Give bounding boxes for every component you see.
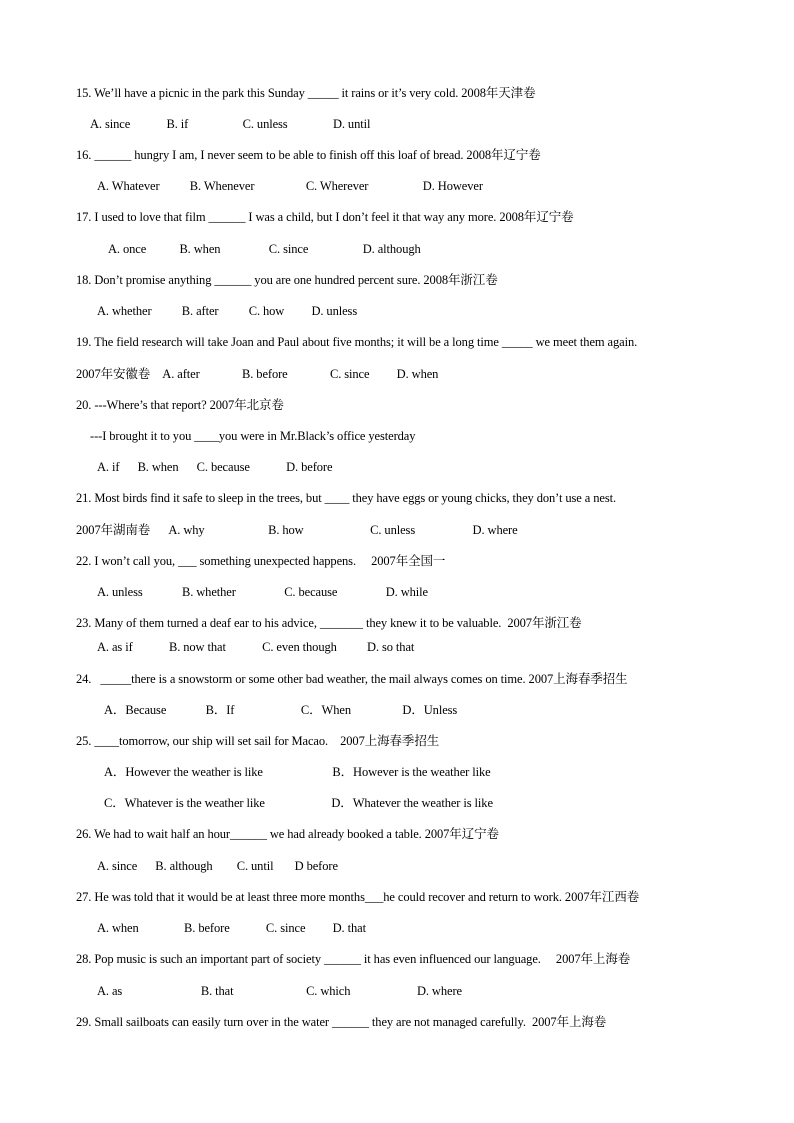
question-24: 24. _____there is a snowstorm or some other bad weather, the mail always comes on time. 2007上海春季招生 xyxy=(76,672,628,686)
question-18: 18. Don’t promise anything ______ you are one hundred percent sure. 2008年浙江卷 xyxy=(76,273,498,287)
question-29: 29. Small sailboats can easily turn over in the water ______ they are not managed carefully. 2007年上海卷 xyxy=(76,1015,607,1029)
question-18-options: A. whether B. after C. how D. unless xyxy=(97,304,358,318)
question-19-options: 2007年安徽卷 A. after B. before C. since D. when xyxy=(76,367,439,381)
question-20-reply: ---I brought it to you ____you were in Mr.Black’s office yesterday xyxy=(90,429,416,443)
question-15-options: A. since B. if C. unless D. until xyxy=(90,117,371,131)
question-19: 19. The field research will take Joan and Paul about five months; it will be a long time _____ we meet them again. xyxy=(76,335,638,349)
question-28: 28. Pop music is such an important part of society ______ it has even influenced our language. 2007年上海卷 xyxy=(76,952,631,966)
question-20-options: A. if B. when C. because D. before xyxy=(97,460,333,474)
question-23-options: A. as if B. now that C. even though D. so that xyxy=(97,640,415,654)
question-17: 17. I used to love that film ______ I was a child, but I don’t feel it that way any more. 2008年辽宁卷 xyxy=(76,210,574,224)
question-28-options: A. as B. that C. which D. where xyxy=(97,984,462,998)
question-16-options: A. Whatever B. Whenever C. Wherever D. However xyxy=(97,179,483,193)
question-25-options-2: C．Whatever is the weather like D．Whatever the weather is like xyxy=(104,796,493,810)
question-23: 23. Many of them turned a deaf ear to his advice, _______ they knew it to be valuable. 2007年浙江卷 xyxy=(76,616,582,630)
question-25: 25. ____tomorrow, our ship will set sail for Macao. 2007上海春季招生 xyxy=(76,734,440,748)
question-27-options: A. when B. before C. since D. that xyxy=(97,921,366,935)
question-22-options: A. unless B. whether C. because D. while xyxy=(97,585,428,599)
question-21: 21. Most birds find it safe to sleep in the trees, but ____ they have eggs or young chicks, they don’t use a nest. xyxy=(76,491,617,505)
question-17-options: A. once B. when C. since D. although xyxy=(108,242,421,256)
question-21-options: 2007年湖南卷 A. why B. how C. unless D. where xyxy=(76,523,518,537)
question-27: 27. He was told that it would be at least three more months___he could recover and return to work. 2007年江西卷 xyxy=(76,890,640,904)
question-25-options-1: A．However the weather is like B．However is the weather like xyxy=(104,765,491,779)
question-26-options: A. since B. although C. until D before xyxy=(97,859,338,873)
question-16: 16. ______ hungry I am, I never seem to be able to finish off this loaf of bread. 2008年辽宁卷 xyxy=(76,148,541,162)
question-15: 15. We’ll have a picnic in the park this Sunday _____ it rains or it’s very cold. 2008年天津卷 xyxy=(76,86,536,100)
question-26: 26. We had to wait half an hour______ we had already booked a table. 2007年辽宁卷 xyxy=(76,827,499,841)
question-24-options: A．Because B．If C．When D．Unless xyxy=(104,703,458,717)
question-20: 20. ---Where’s that report? 2007年北京卷 xyxy=(76,398,284,412)
question-22: 22. I won’t call you, ___ something unexpected happens. 2007年全国一 xyxy=(76,554,446,568)
